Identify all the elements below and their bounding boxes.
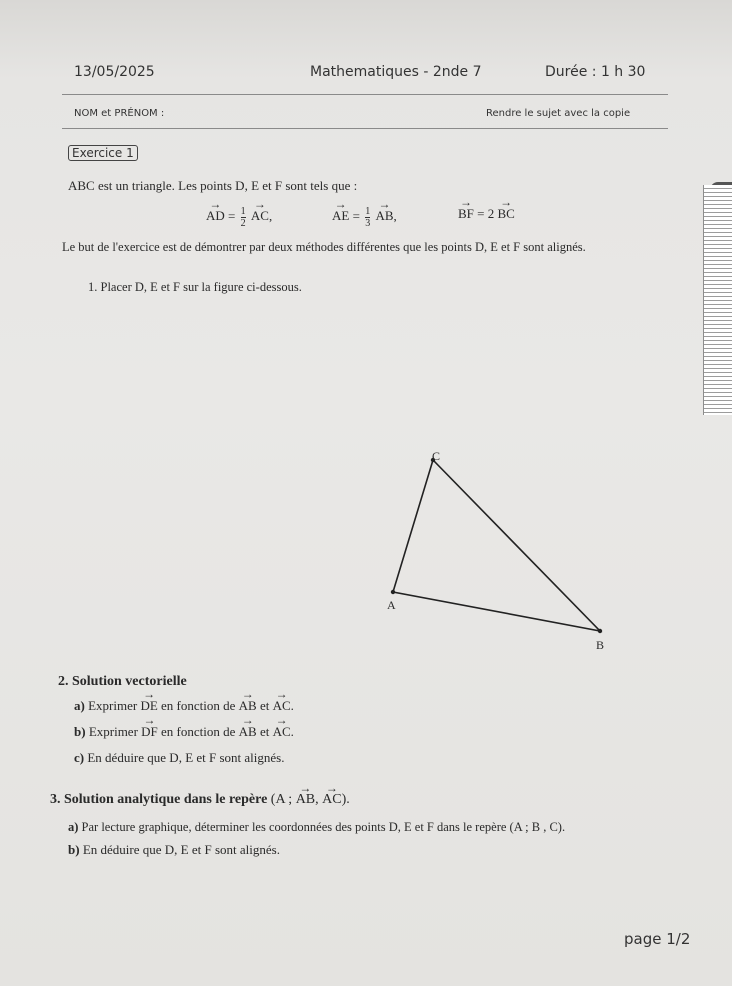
question-2b: b) Exprimer → DF en fonction de → AB et → AC. — [74, 724, 294, 740]
triangle-figure — [380, 445, 620, 660]
exercise-title: Exercice 1 — [68, 145, 138, 161]
page-number: page 1/2 — [624, 930, 691, 948]
question-3-title: 3. Solution analytique dans le repère (A ; → AB, → AC). — [50, 792, 350, 808]
intro: ABC est un triangle. Les points D, E et F sont tels que : — [68, 178, 358, 193]
relation-ad: → AD = $\frac{1}{2}$ → AC, — [206, 206, 272, 229]
question-3a: a) Par lecture graphique, déterminer les coordonnées des points D, E et F dans le repère (A ; B , C). — [68, 820, 566, 834]
relation-bf: → BF = 2 → BC — [458, 206, 515, 222]
question-3b: b) En déduire que D, E et F sont alignés. — [68, 842, 280, 857]
question-2a: a) Exprimer → DE en fonction de → AB et → AC. — [74, 698, 294, 714]
label-b: B — [596, 638, 605, 652]
name-divider — [62, 128, 668, 129]
notebook-edge — [703, 185, 732, 415]
duration: Durée : 1 h 30 — [545, 64, 646, 80]
subject: Mathematiques - 2nde 7 — [310, 64, 482, 80]
instruction: Rendre le sujet avec la copie — [486, 108, 631, 119]
point-a — [391, 590, 395, 594]
point-b — [598, 629, 602, 633]
question-2-title: 2. Solution vectorielle — [58, 674, 187, 689]
header-divider — [62, 94, 668, 95]
label-a: A — [387, 598, 396, 612]
date: 13/05/2025 — [74, 64, 155, 80]
goal: Le but de l'exercice est de démontrer par deux méthodes différentes que les points D, E et F sont alignés. — [62, 240, 586, 254]
label-c: C — [432, 449, 441, 463]
question-2c: c) En déduire que D, E et F sont alignés. — [74, 750, 285, 765]
triangle-abc — [393, 460, 600, 631]
name-field: NOM et PRÉNOM : — [74, 108, 165, 119]
relation-ae: → AE = $\frac{1}{3}$ → AB, — [332, 206, 397, 229]
question-1: 1. Placer D, E et F sur la figure ci-dessous. — [88, 280, 302, 294]
